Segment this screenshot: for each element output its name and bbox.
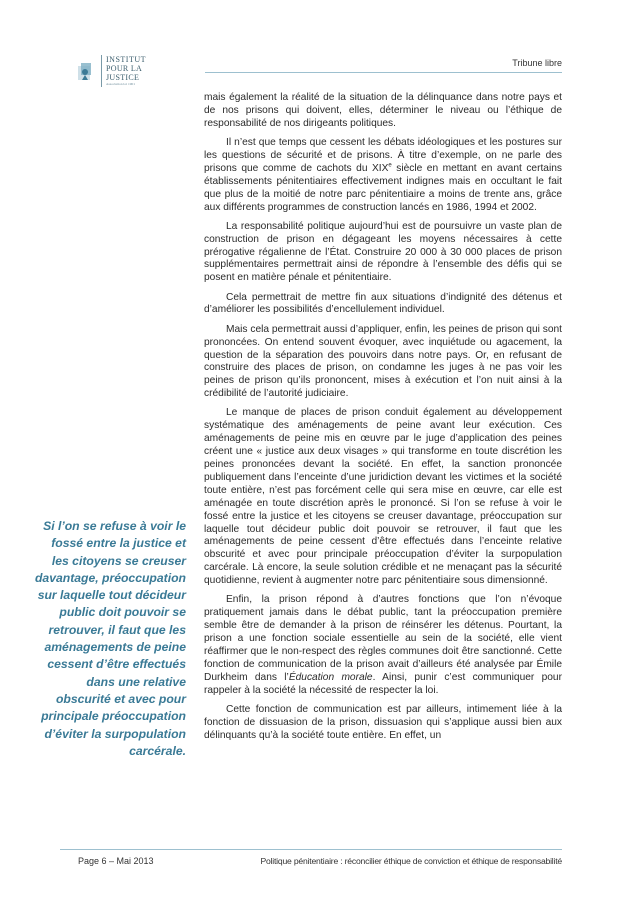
logo-line-1: INSTITUT xyxy=(106,55,146,64)
paragraph xyxy=(204,137,562,214)
logo-text xyxy=(101,55,172,87)
paragraph: Le manque de places de prison conduit également au développement systématique des aménagements de peine avant leur exécution. Ces aménagements de peine mis en œuvre par le juge d’application des peines créent une « justice aux deux visages » qui transforme en toute discrétion les peines prononcées devant la société. En effet, la sanction prononcée publiquement dans l’enceinte d’une juridiction devant les victimes et la société toute entière, n’est pas forcément celle qui sera mise en œuvre, car elle est aménagée en toute discrétion après le prononcé. Si l’on se refuse à voir le fossé entre la justice et les citoyens se creuser davantage, préoccupation sur laquelle tout décideur public doit pouvoir se retrouver, il faut que les aménagements de peine cessent d’être effectués dans l’enceinte relative obscurité et avec pour principale préoccupation d’éviter la surpopulation carcérale. Là encore, la seule solution crédible et ne menaçant pas la sécurité quotidienne, revient à augmenter notre parc pénitentiaire sous dimensionné. xyxy=(204,407,562,587)
paragraph-text: Il n’est que temps que cessent les débats idéologiques et les postures sur les questions de sécurité et de prisons. À titre d’exemple, on ne parle des prisons que comme de cachots du XIX xyxy=(204,137,562,174)
book-title: Éducation morale xyxy=(288,671,373,683)
paragraph: Cela permettrait de mettre fin aux situations d’indignité des détenus et d’améliorer les possibilités d’encellulement individuel. xyxy=(204,291,562,316)
century-superscript: e xyxy=(388,162,392,169)
institute-logo xyxy=(76,55,172,86)
paragraph: mais également la réalité de la situation de la délinquance dans notre pays et de nos prisons qui doivent, elles, déterminer le niveau ou l’éthique de responsabilité de nos dirigeants politiques. xyxy=(204,92,562,129)
footer-divider xyxy=(60,849,562,850)
header-divider xyxy=(205,72,562,73)
paragraph xyxy=(204,594,562,697)
section-label: Tribune libre xyxy=(512,58,562,68)
logo-line-2: POUR LA JUSTICE xyxy=(106,64,142,82)
paragraph: Cette fonction de communication est par ailleurs, intimement liée à la fonction de dissuasion de la prison, dissuasion qui s’applique aussi bien aux délinquants qu’à la société toute entière. En effet, un xyxy=(204,703,562,741)
page-number: Page 6 – Mai 2013 xyxy=(78,856,154,866)
document-title: Politique pénitentiaire : réconcilier éthique de conviction et éthique de responsabilité xyxy=(260,856,562,866)
logo-line-3: Association loi 1901 xyxy=(106,82,135,86)
paragraph-text: . Ainsi, punir c’est communiquer pour rappeler à la société la nécessité de respecter la loi. xyxy=(204,671,562,696)
paragraph: La responsabilité politique aujourd’hui est de poursuivre un vaste plan de construction de prison en dégageant les moyens nécessaires à cette prérogative régalienne de l’État. Construire 20 000 à 30 000 places de prison supplémentaires permettrait ainsi de répondre à l’ensemble des défis qui se posent en matière pénale et pénitentiaire. xyxy=(204,220,562,284)
logo-mark-icon xyxy=(76,60,96,82)
paragraph-text: Enfin, la prison répond à d’autres fonctions que l’on n’évoque pratiquement jamais dans le débat public, tant la préoccupation première semble être de demander à la prison de réinsérer les détenus. Pourtant, la prison a une fonction sociale essentielle au sein de la société, elle vient réaffirmer que le non-respect des règles communes doit être sanctionné. Cette fonction de communication de la prison avait d’ailleurs été analysée par Émile Durkheim dans l’ xyxy=(204,594,562,683)
article-body xyxy=(204,92,562,749)
pull-quote: Si l’on se refuse à voir le fossé entre la justice et les citoyens se creuser davantage, préoccupation sur laquelle tout décideur public doit pouvoir se retrouver, il faut que les aménagements de peine cessent d’être effectués dans une relative obscurité et avec pour principale préoccupation d’éviter la surpopulation carcérale. xyxy=(34,519,186,758)
paragraph: Mais cela permettrait aussi d’appliquer, enfin, les peines de prison qui sont prononcées. On entend souvent évoquer, avec inquiétude ou agacement, la question de la séparation des pouvoirs dans notre pays. Or, en refusant de construire des places de prison, on condamne les juges à ne pas voir les peines de prison qu’ils prononcent, mises à exécution et l’on nuit ainsi à la crédibilité de l’autorité judiciaire. xyxy=(204,323,562,400)
paragraph-text: siècle en mettant en avant certains établissements pénitentiaires effectivement indignes mais en occultant le fait que plus de la moitié de notre parc pénitentiaire a moins de trente ans, grâce aux différents programmes de construction lancés en 1986, 1994 et 2002. xyxy=(204,162,562,213)
